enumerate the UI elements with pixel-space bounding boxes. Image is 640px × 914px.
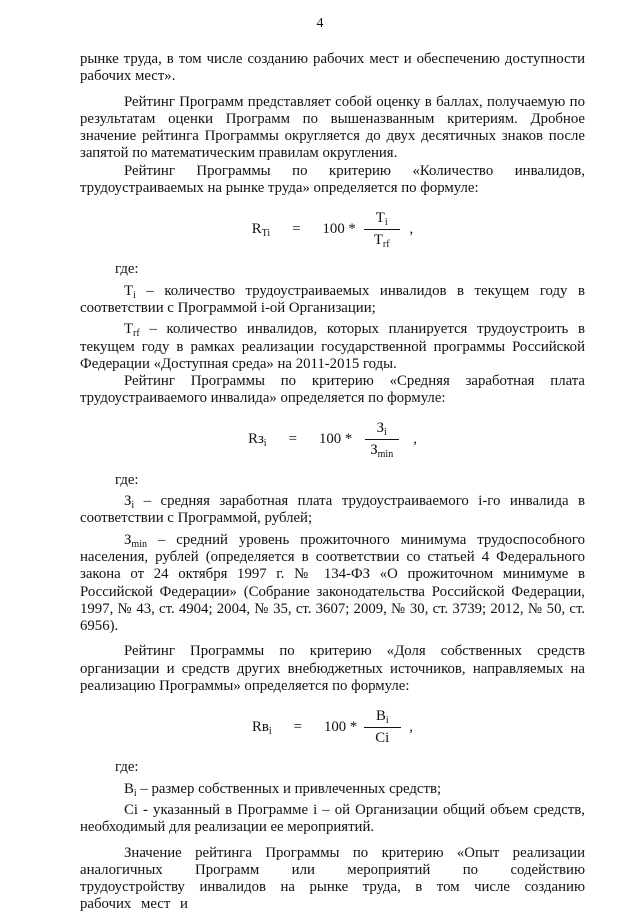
formula-fraction	[362, 210, 402, 249]
fraction-numerator: $З_i$	[365, 420, 399, 440]
paragraph-criterion-experience: Значение рейтинга Программы по критерию «Опыт реализации аналогичных Программ или мероприятий по содействию трудоустройству инвалидов на рынке труда, в том числе созданию рабочих мест и	[80, 844, 585, 913]
definition-ci: Ci - указанный в Программе i – ой Организации общий объем средств, необходимый для реализации ее мероприятий.	[80, 801, 585, 836]
definition-zi: $З_i$ – средняя заработная плата трудоустраиваемого i-го инвалида в соответствии с Программой, рублей;	[80, 493, 585, 527]
paragraph-rating-definition: Рейтинг Программ представляет собой оценку в баллах, получаемую по результатам оценки Программ по вышеназванным критериям. Дробное значение рейтинга Программы округляется до двух десятичных знаков после запятой по математическим правилам округления.	[80, 93, 585, 162]
definition-trf: $T_{rf}$ – количество инвалидов, которых планируется трудоустроить в текущем году в рамках реализации государственной программы Российской Федерации «Доступная среда» на 2011-2015 годы.	[80, 321, 585, 372]
fraction-numerator: $В_i$	[364, 708, 401, 728]
fraction-denominator: $З_{min}$	[370, 442, 394, 461]
formula-trailing-comma: ,	[413, 431, 417, 448]
paragraph-criterion-own-funds: Рейтинг Программы по критерию «Доля собственных средств организации и средств других внебюджетных источников, направляемых на реализацию Программы» определяется по формуле:	[80, 643, 585, 695]
formula-equals: =	[293, 718, 302, 735]
formula-rv	[80, 701, 585, 753]
formula-lhs: $Rз_i$	[248, 431, 267, 450]
formula-equals: =	[288, 431, 297, 448]
formula-rz	[80, 414, 585, 466]
formula-trailing-comma: ,	[409, 220, 414, 237]
paragraph-criterion-salary: Рейтинг Программы по критерию «Средняя заработная плата трудоустраиваемого инвалида» определяется по формуле:	[80, 373, 585, 407]
fraction-denominator: $T_{rf}$	[373, 231, 390, 250]
formula-lhs: $Rв_i$	[252, 718, 272, 737]
formula-lhs: $R_{Ti}$	[251, 220, 271, 239]
where-label: где:	[115, 471, 139, 488]
formula-coefficient: 100 *	[322, 220, 356, 237]
where-label: где:	[115, 261, 139, 278]
definition-ti: $T_i$ – количество трудоустраиваемых инвалидов в текущем году в соответствии с Программой i-ой Организации;	[80, 282, 585, 316]
formula-fraction	[358, 420, 405, 459]
formula-fraction	[363, 708, 401, 747]
formula-coefficient: 100 *	[324, 718, 358, 735]
formula-coefficient: 100 *	[318, 431, 353, 448]
fraction-numerator: $T_i$	[364, 210, 400, 230]
definition-zmin: $З_{min}$ – средний уровень прожиточного минимума трудоспособного населения, рублей (определяется в соответствии со статьей 4 Федерального закона от 24 октября 1997 г. № 134-ФЗ «О прожиточном минимуме в Российской Федерации» (Собрание законодательства Российской Федерации, 1997, № 43, ст. 4904; 2004, № 35, ст. 3607; 2009, № 30, ст. 3739; 2012, № 50, ст. 6956).	[80, 531, 585, 635]
definition-vi: $В_i$ – размер собственных и привлеченных средств;	[124, 780, 442, 799]
fraction-denominator: Ci	[375, 729, 390, 746]
paragraph-criterion-count: Рейтинг Программы по критерию «Количество инвалидов, трудоустраиваемых на рынке труда» определяется по формуле:	[80, 162, 585, 197]
page-number: 4	[316, 16, 324, 31]
paragraph-continuation: рынке труда, в том числе созданию рабочих мест и обеспечению доступности рабочих мест».	[80, 51, 585, 85]
formula-trailing-comma: ,	[409, 718, 413, 735]
formula-rti	[80, 203, 585, 255]
where-label: где:	[115, 759, 139, 776]
document-body	[80, 51, 585, 914]
formula-equals: =	[292, 220, 301, 237]
